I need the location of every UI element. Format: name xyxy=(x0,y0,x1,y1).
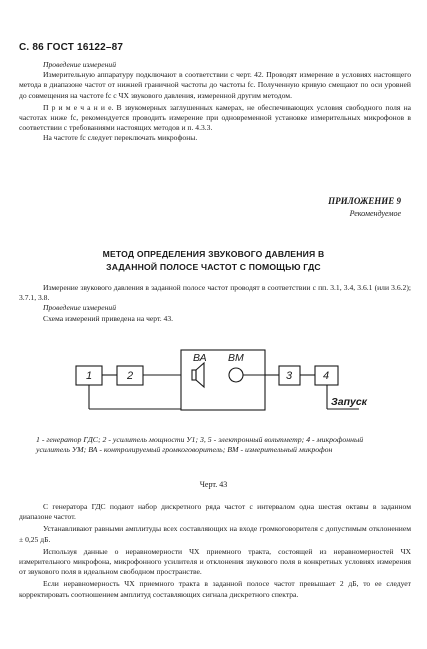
section-2-heading: Проведение измерений xyxy=(43,303,117,313)
note-paragraph: П р и м е ч а н и е. В звукомерных заглушенных камерах, не обеспечивающих условия свободного поля на частотах ниже fc, рекомендуется проводить измерение при одновременной установке измерительных микрофонов в соответствии с требованиями настоящих методов и п. 4.3.3. xyxy=(19,102,411,133)
section-1-paragraph-1: Измерительную аппаратуру подключают в соответствии с черт. 42. Проводят измерение в условиях настоящего метода в диапазоне частот от нижней граничной частоты до частоты fc. Полученную кривую смещают по оси уровней до совмещения на частоте fc с ЧХ звукового давления, измеренной другим методом. xyxy=(19,70,411,100)
section-3 xyxy=(19,502,411,600)
loudspeaker-label: ВА xyxy=(193,352,207,364)
microphone-label: ВМ xyxy=(228,352,244,364)
section-1-paragraph-3: На частоте fc следует переключать микрофоны. xyxy=(43,133,198,143)
section-2 xyxy=(19,283,411,324)
section-3-paragraph-2: Устанавливают равными амплитуды всех составляющих на входе громкоговорителя с допустимым отклонением ± 0,25 дБ. xyxy=(19,524,411,544)
generator-label: 1 xyxy=(85,370,93,382)
voltmeter-label: 3 xyxy=(285,370,293,382)
section-2-paragraph-2: Схема измерений приведена на черт. 43. xyxy=(43,313,174,323)
appendix-status: Рекомендуемое xyxy=(349,209,401,218)
section-3-paragraph-4: Если неравномерность ЧХ приемного тракта в заданной полосе частот превышает 2 дБ, то ее следует корректировать соотношением амплитуд составляющих сигнала дискретного спектра. xyxy=(19,579,411,599)
appendix-title-line-1: МЕТОД ОПРЕДЕЛЕНИЯ ЗВУКОВОГО ДАВЛЕНИЯ В xyxy=(102,249,325,259)
section-3-paragraph-1: С генератора ГДС подают набор дискретного ряда частот с интервалом одна шестая октавы в заданном диапазоне частот. xyxy=(19,502,411,522)
loudspeaker-icon xyxy=(192,363,204,387)
section-2-paragraph-1: Измерение звукового давления в заданной полосе частот проводят в соответствии с пп. 3.1, 3.4, 3.6.1 (или 3.6.2); 3.7.1, 3.8. xyxy=(19,283,411,303)
appendix-label: ПРИЛОЖЕНИЕ 9 xyxy=(328,196,401,206)
appendix-title xyxy=(0,248,427,274)
amplifier-label: 2 xyxy=(126,370,134,382)
page-header: С. 86 ГОСТ 16122–87 xyxy=(19,42,124,53)
appendix-title-line-2: ЗАДАННОЙ ПОЛОСЕ ЧАСТОТ С ПОМОЩЬЮ ГДС xyxy=(106,262,321,272)
trigger-label: Запуск xyxy=(331,396,368,408)
section-1 xyxy=(19,60,411,144)
section-3-paragraph-3: Используя данные о неравномерности ЧХ приемного тракта, состоящей из неравномерностей ЧХ измерительного микрофона, микрофонного усилителя и отклонения звукового поля в конкретных условиях измерения от звукового поля в идеальном свободном пространстве. xyxy=(19,546,411,577)
figure-label: Черт. 43 xyxy=(199,480,228,489)
mic-amplifier-label: 4 xyxy=(322,370,330,382)
microphone-icon xyxy=(229,368,265,382)
section-1-heading: Проведение измерений xyxy=(43,60,117,69)
measurement-schematic xyxy=(0,340,427,422)
figure-caption: 1 - генератор ГДС; 2 - усилитель мощности У1; 3, 5 - электронный вольтметр; 4 - микрофонный усилитель УМ; ВА - контролируемый громкоговоритель; ВМ - измерительный микрофон xyxy=(36,435,364,455)
